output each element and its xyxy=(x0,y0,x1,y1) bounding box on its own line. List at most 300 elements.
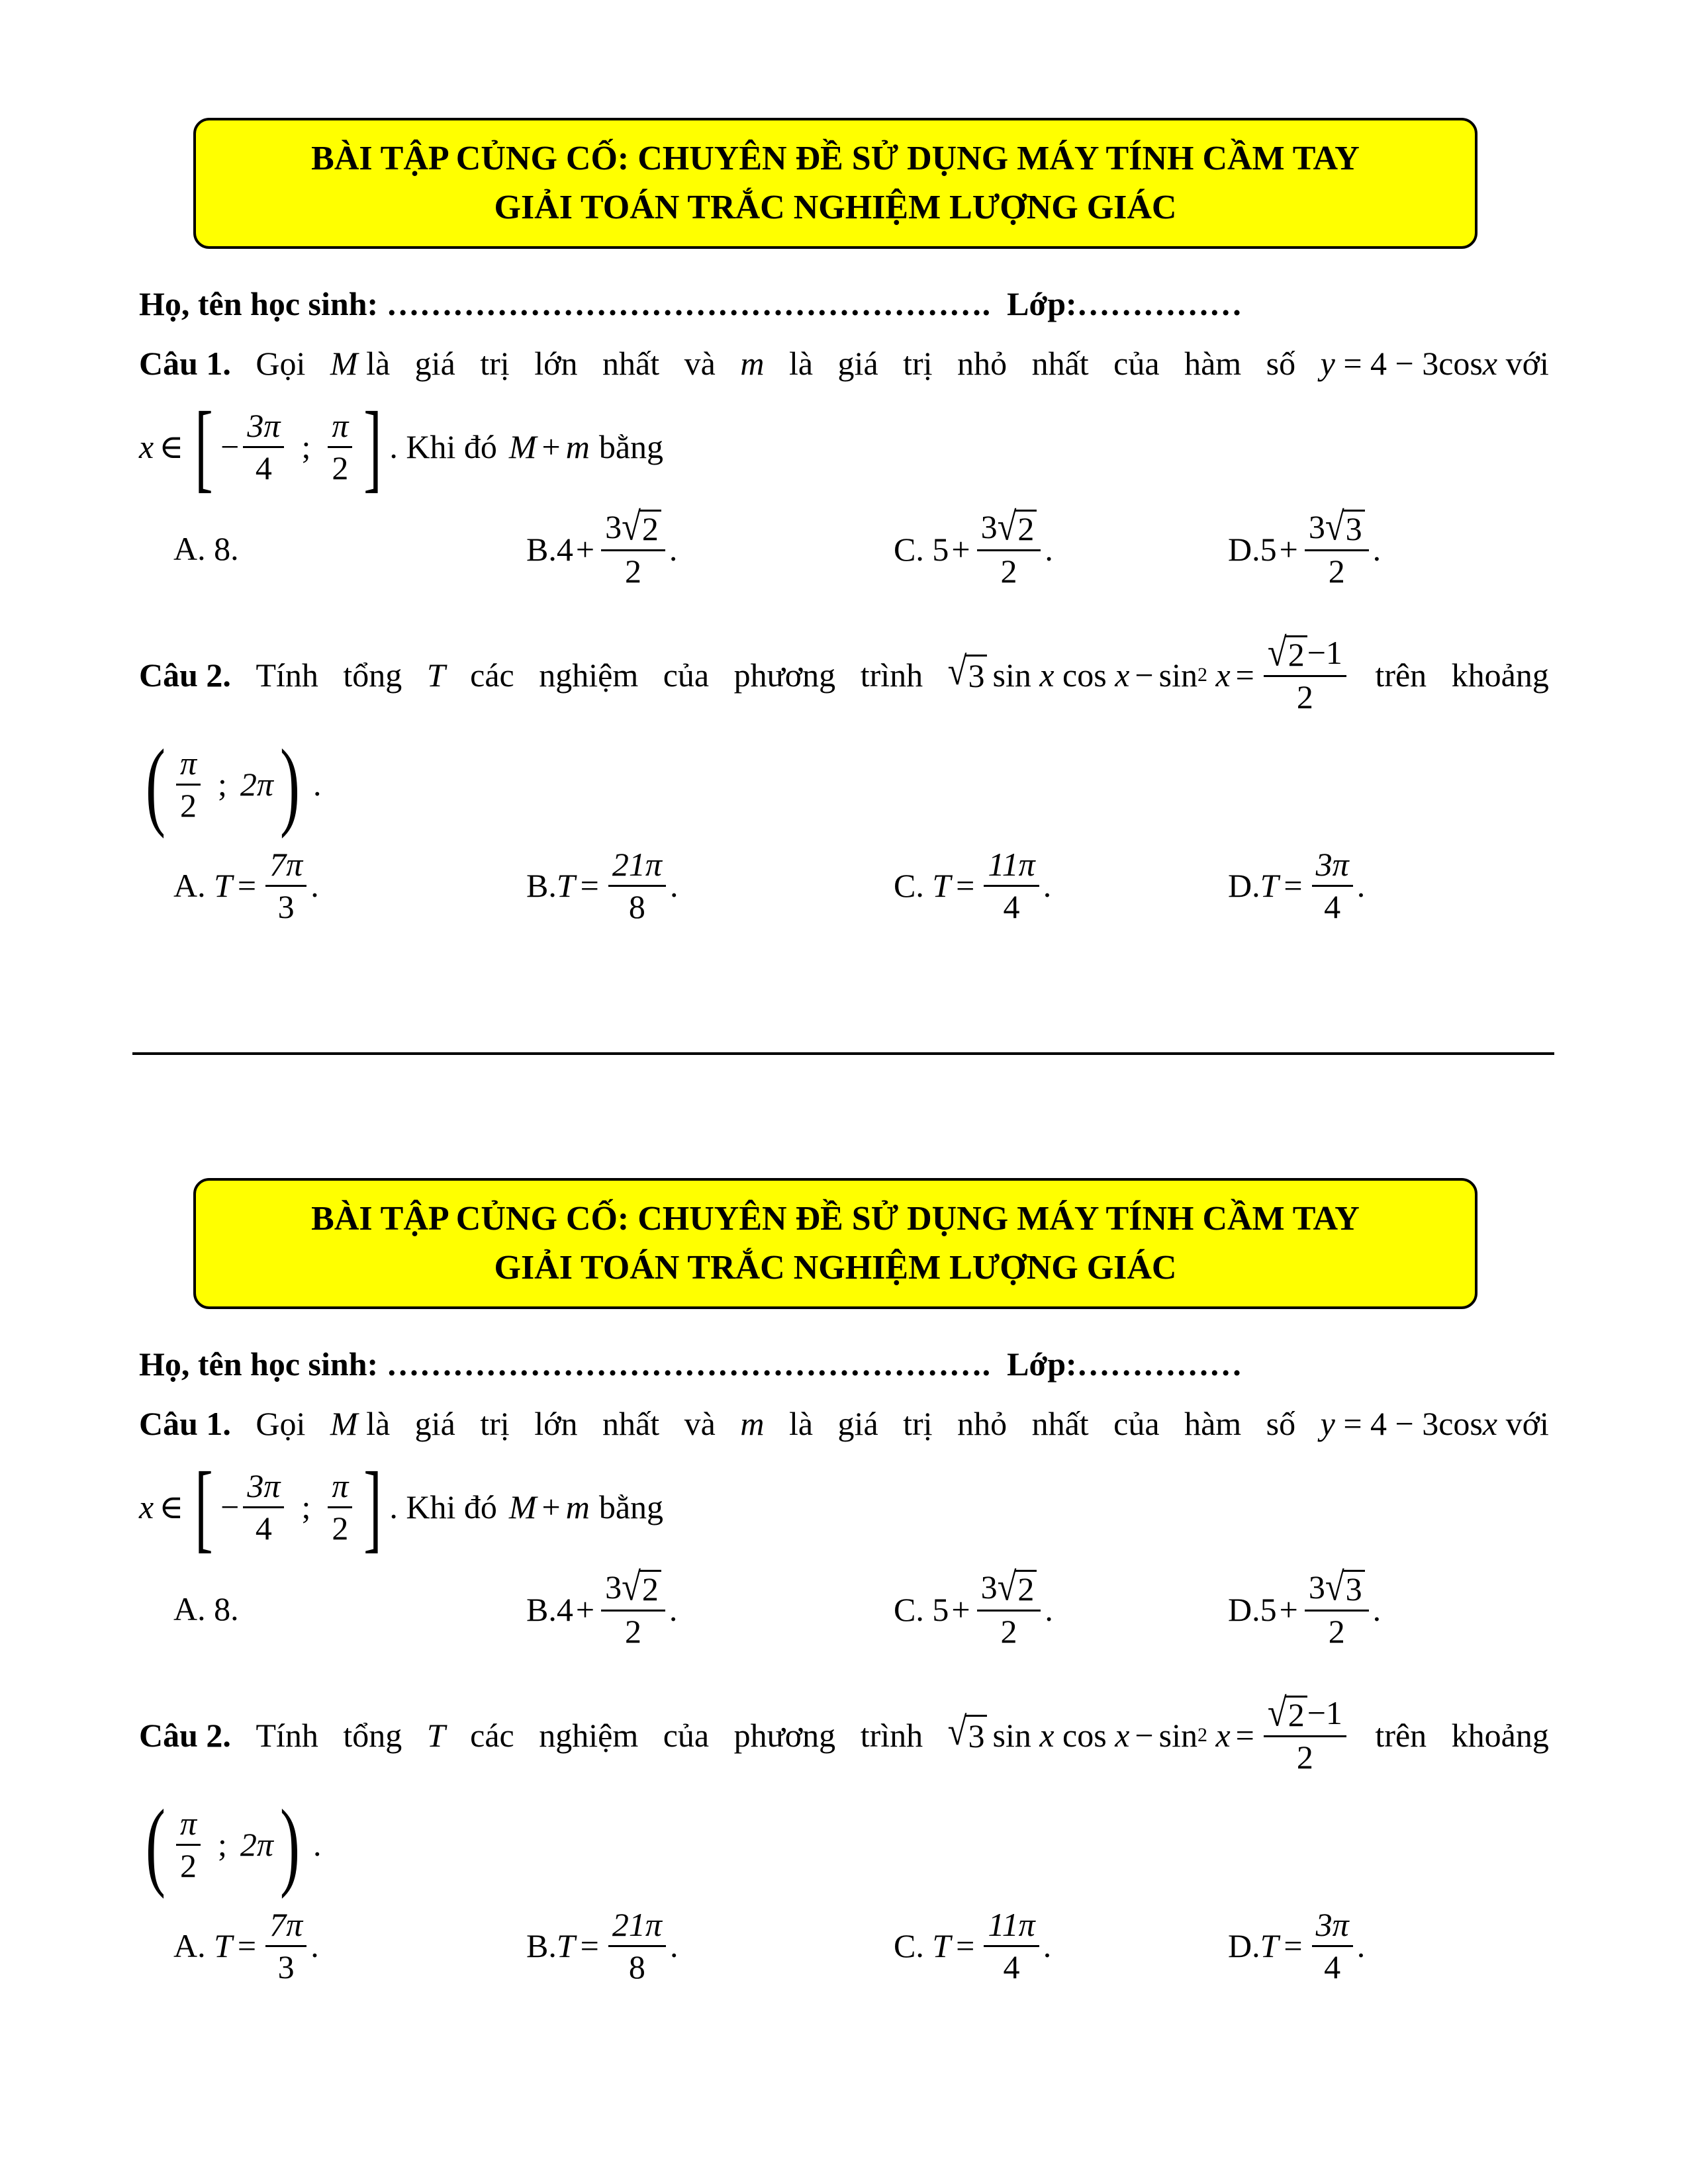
frac-den: 4 xyxy=(1324,1948,1341,1985)
frac-den: 2 xyxy=(1296,1738,1313,1776)
math-symbol: − xyxy=(1135,1716,1154,1754)
interval-fraction xyxy=(176,1806,201,1883)
q2-word: trên xyxy=(1375,656,1427,694)
q1-word: hàm xyxy=(1184,345,1242,382)
q1-var-M: M xyxy=(330,345,358,382)
q1-word: là xyxy=(788,345,814,382)
radicand: 2 xyxy=(639,1570,661,1607)
q2-word: nghiệm xyxy=(539,656,639,694)
name-dots: ………………………………………………. xyxy=(386,1345,991,1383)
q1-option-b xyxy=(526,1565,678,1650)
q2-word: các xyxy=(470,1716,514,1754)
math-expr: 2π xyxy=(240,1826,273,1863)
frac-den: 2 xyxy=(332,449,349,486)
radicand: 2 xyxy=(1015,1570,1037,1607)
q1-word: nhất xyxy=(1031,345,1089,382)
option-end: . xyxy=(1043,867,1052,904)
frac-num: 11π xyxy=(984,847,1039,887)
option-letter: C. xyxy=(894,1590,924,1628)
q1-word: trị xyxy=(480,1405,510,1442)
option-letter: C. xyxy=(894,867,924,904)
option-end: . xyxy=(310,867,319,904)
frac-den: 2 xyxy=(624,552,641,590)
option-fraction xyxy=(601,1565,665,1650)
math-fn: cos xyxy=(1062,656,1107,694)
right-paren-glyph: ) xyxy=(279,729,300,839)
q1-word: trị xyxy=(903,1405,933,1442)
q1-word: giá xyxy=(414,1405,455,1442)
sqrt-sign: √ 2 xyxy=(1268,635,1307,672)
sqrt-sign: √ 2 xyxy=(1268,1696,1307,1733)
option-letter: D. xyxy=(1228,1927,1260,1964)
q1-word: số xyxy=(1266,1405,1296,1442)
q1-word: với xyxy=(1505,345,1549,382)
q1-line-1 xyxy=(139,344,1549,383)
frac-den: 4 xyxy=(1003,887,1020,925)
math-symbol: = xyxy=(956,1927,975,1964)
coef: 3 xyxy=(980,1569,998,1606)
frac-num xyxy=(1305,1565,1369,1612)
q1-word: trị xyxy=(480,345,510,382)
math-fn: cos xyxy=(1062,1716,1107,1754)
math-symbol: = xyxy=(1235,656,1254,694)
frac-den: 2 xyxy=(332,1509,349,1547)
q2-option-c xyxy=(894,847,1051,924)
q2-word: các xyxy=(470,656,514,694)
interval-fraction xyxy=(176,746,201,823)
q1-word: hàm xyxy=(1184,1405,1242,1442)
math-symbol: + xyxy=(1279,1590,1298,1628)
math-var: T xyxy=(426,1716,445,1754)
q2-word: của xyxy=(663,656,710,694)
option-end: . xyxy=(1372,1590,1382,1628)
coef: 3 xyxy=(605,1569,622,1606)
math-fn: sin xyxy=(992,656,1031,694)
option-int: 4 xyxy=(556,1590,573,1628)
math-symbol: ; xyxy=(218,1826,227,1863)
frac-den: 2 xyxy=(1328,552,1345,590)
option-int: 5 xyxy=(1260,1590,1277,1628)
worksheet-copy-1 xyxy=(0,0,1688,993)
q1-word: là xyxy=(788,1405,814,1442)
q1-word: với xyxy=(1505,1405,1549,1442)
q1-text: . Khi đó xyxy=(389,428,497,465)
option-fraction xyxy=(601,504,665,590)
q2-option-a xyxy=(173,847,319,924)
math-symbol: ∈ xyxy=(159,1488,184,1525)
math-var: x xyxy=(1215,1716,1231,1754)
q1-text: bằng xyxy=(598,1488,664,1525)
math-var: M xyxy=(508,428,537,465)
option-fraction xyxy=(1312,847,1353,924)
q1-option-d xyxy=(1228,1565,1382,1650)
option-letter: D. xyxy=(1228,1590,1260,1628)
q1-word: Gọi xyxy=(256,345,306,382)
q1-line-2 xyxy=(139,1452,1549,1562)
q2-word: khoảng xyxy=(1451,1716,1549,1754)
math-var: T xyxy=(556,867,575,904)
q2-word: trình xyxy=(860,656,923,694)
option-letter: A. xyxy=(173,1590,206,1627)
option-letter: D. xyxy=(1228,530,1260,568)
option-end: . xyxy=(1045,530,1053,568)
frac-num: 3π xyxy=(243,1469,284,1508)
name-label: Họ, tên học sinh: xyxy=(139,1345,379,1383)
radicand: 2 xyxy=(1286,635,1307,672)
q1-word: của xyxy=(1113,345,1160,382)
radicand: 2 xyxy=(1015,510,1037,547)
sqrt-sign: √ 3 xyxy=(948,1715,988,1755)
q1-word: số xyxy=(1266,345,1296,382)
math-var: y xyxy=(1320,345,1335,382)
name-label: Họ, tên học sinh: xyxy=(139,285,379,322)
option-letter: B. xyxy=(526,867,557,904)
name-dots: ………………………………………………. xyxy=(386,285,991,322)
frac-num: 11π xyxy=(984,1907,1039,1947)
option-int: 4 xyxy=(556,530,573,568)
q2-option-b xyxy=(526,847,678,924)
class-label: Lớp: xyxy=(1007,1345,1077,1383)
math-var: T xyxy=(932,867,951,904)
title-line-2: GIẢI TOÁN TRẮC NGHIỆM LƯỢNG GIÁC xyxy=(494,189,1177,226)
radicand: 2 xyxy=(1286,1696,1307,1733)
math-expr: −1 xyxy=(1307,1694,1342,1731)
left-bracket-glyph: [ xyxy=(195,1452,213,1562)
q1-option-c xyxy=(894,1565,1053,1650)
frac-den: 2 xyxy=(1328,1612,1345,1650)
frac-num xyxy=(977,504,1041,551)
rhs-fraction xyxy=(1264,1690,1346,1776)
option-end: . xyxy=(310,1927,319,1964)
math-symbol: = xyxy=(956,867,975,904)
math-symbol: ; xyxy=(218,766,227,803)
frac-num xyxy=(1305,504,1369,551)
q1-word: giá xyxy=(837,1405,878,1442)
q2-word: trình xyxy=(860,1716,923,1754)
q2-word: trên xyxy=(1375,1716,1427,1754)
option-fraction xyxy=(608,1907,666,1984)
right-bracket-glyph: ] xyxy=(363,392,383,502)
math-symbol: = xyxy=(1235,1716,1254,1754)
q2-word: Tính xyxy=(256,1716,318,1754)
radicand: 3 xyxy=(965,1715,987,1755)
q1-var-M: M xyxy=(330,1405,358,1442)
option-letter: B. xyxy=(526,1927,557,1964)
q1-word: và xyxy=(684,345,716,382)
q2-word: phương xyxy=(733,656,836,694)
math-var: T xyxy=(426,656,445,694)
q1-option-a xyxy=(173,1590,239,1628)
option-value: 8. xyxy=(214,530,239,567)
q1-word: nhất xyxy=(602,345,660,382)
option-end: . xyxy=(669,867,679,904)
q1-word: là xyxy=(366,1405,391,1442)
q2-equation xyxy=(947,1690,1350,1776)
q2-label: Câu 2. xyxy=(139,656,231,694)
lower-bound-fraction xyxy=(243,1469,284,1545)
math-var: T xyxy=(214,867,232,904)
q1-word: giá xyxy=(414,345,455,382)
radicand: 3 xyxy=(1343,1570,1365,1607)
option-fraction xyxy=(265,1907,306,1984)
option-letter: A. xyxy=(173,530,206,567)
sqrt-sign: √ 3 xyxy=(948,655,988,695)
q1-text: bằng xyxy=(598,428,664,465)
q2-line-1 xyxy=(139,1690,1549,1776)
q2-option-c xyxy=(894,1907,1051,1984)
q1-word: lớn xyxy=(534,1405,578,1442)
option-end: . xyxy=(669,530,678,568)
option-letter: B. xyxy=(526,530,557,568)
frac-den: 3 xyxy=(277,1948,295,1985)
option-end: . xyxy=(1372,530,1382,568)
math-symbol: + xyxy=(575,530,595,568)
option-letter: C. xyxy=(894,530,924,568)
frac-num: π xyxy=(328,408,352,448)
option-letter: C. xyxy=(894,1927,924,1964)
q2-line-2 xyxy=(139,729,1549,839)
right-bracket-glyph: ] xyxy=(363,1452,383,1562)
frac-num: 7π xyxy=(265,847,306,887)
rhs-fraction xyxy=(1264,630,1346,715)
q1-option-a xyxy=(173,529,239,568)
q2-label: Câu 2. xyxy=(139,1716,231,1754)
frac-num: 3π xyxy=(243,408,284,448)
math-var: m xyxy=(565,428,590,465)
q1-label: Câu 1. xyxy=(139,345,231,382)
q2-option-b xyxy=(526,1907,678,1984)
q1-word: Gọi xyxy=(256,1405,306,1442)
math-symbol: + xyxy=(541,428,561,465)
class-dots: …………… xyxy=(1076,285,1243,322)
math-var: T xyxy=(932,1927,951,1964)
upper-bound-fraction xyxy=(328,408,352,485)
option-value: 8. xyxy=(214,1590,239,1627)
math-fn: sin xyxy=(1158,1716,1197,1754)
math-symbol: − xyxy=(220,1488,240,1525)
frac-den: 4 xyxy=(1003,1948,1020,1985)
math-symbol: − xyxy=(1135,656,1154,694)
q1-option-b xyxy=(526,504,678,590)
frac-den: 2 xyxy=(1000,552,1017,590)
q1-word: nhỏ xyxy=(957,345,1008,382)
option-letter: D. xyxy=(1228,867,1260,904)
frac-den: 2 xyxy=(1296,678,1313,715)
q1-word: lớn xyxy=(534,345,578,382)
math-var: y xyxy=(1320,1405,1335,1442)
coef: 3 xyxy=(605,508,622,545)
q2-text: . xyxy=(312,766,322,803)
option-end: . xyxy=(669,1927,679,1964)
math-var: x xyxy=(139,428,154,465)
math-var: T xyxy=(1260,1927,1279,1964)
q2-word: tổng xyxy=(343,1716,402,1754)
math-symbol: + xyxy=(951,530,970,568)
math-var: x xyxy=(1482,1405,1498,1442)
worksheet-copy-2 xyxy=(0,1060,1688,2053)
sqrt-sign: √ 2 xyxy=(998,1570,1037,1607)
q1-option-c xyxy=(894,504,1053,590)
q1-text: . Khi đó xyxy=(389,1488,497,1525)
option-fraction xyxy=(1305,504,1369,590)
math-fn: sin xyxy=(1158,656,1197,694)
frac-num: 3π xyxy=(1312,1907,1353,1947)
math-var: x xyxy=(139,1488,154,1525)
q1-function xyxy=(1321,1404,1549,1443)
option-end: . xyxy=(1045,1590,1053,1628)
right-paren-glyph: ) xyxy=(279,1790,300,1899)
frac-den: 2 xyxy=(624,1612,641,1650)
math-var: x xyxy=(1115,656,1130,694)
math-expr: = 4 − 3cos xyxy=(1343,1405,1483,1442)
q1-label: Câu 1. xyxy=(139,1405,231,1442)
frac-num: π xyxy=(176,746,201,786)
title-line-2: GIẢI TOÁN TRẮC NGHIỆM LƯỢNG GIÁC xyxy=(494,1249,1177,1287)
q1-word: của xyxy=(1113,1405,1160,1442)
q2-line-1 xyxy=(139,630,1549,715)
math-symbol: + xyxy=(541,1488,561,1525)
title-banner xyxy=(193,118,1477,249)
math-symbol: + xyxy=(575,1590,595,1628)
q2-word: Tính xyxy=(256,656,318,694)
q2-word: phương xyxy=(733,1716,836,1754)
left-paren-glyph: ( xyxy=(145,1790,165,1899)
radicand: 3 xyxy=(1343,510,1365,547)
math-symbol: ; xyxy=(301,1488,311,1525)
option-fraction xyxy=(1305,1565,1369,1650)
q1-function xyxy=(1321,344,1549,383)
frac-num: 21π xyxy=(608,847,666,887)
q2-word: nghiệm xyxy=(539,1716,639,1754)
q2-equation xyxy=(947,630,1350,715)
option-int: 5 xyxy=(932,1590,949,1628)
frac-den: 8 xyxy=(628,1948,645,1985)
frac-num xyxy=(601,1565,665,1612)
sqrt-sign: √ 2 xyxy=(622,510,661,547)
q1-word: và xyxy=(684,1405,716,1442)
math-var: x xyxy=(1215,656,1231,694)
left-paren-glyph: ( xyxy=(145,729,165,839)
cut-line-divider xyxy=(132,1052,1554,1055)
math-var: x xyxy=(1115,1716,1130,1754)
option-fraction xyxy=(977,504,1041,590)
sqrt-sign: √ 2 xyxy=(622,1570,661,1607)
math-symbol: = xyxy=(580,867,599,904)
math-var: M xyxy=(508,1488,537,1525)
math-symbol: = xyxy=(237,1927,257,1964)
q2-word: của xyxy=(663,1716,710,1754)
option-end: . xyxy=(1356,867,1366,904)
title-line-1: BÀI TẬP CỦNG CỐ: CHUYÊN ĐỀ SỬ DỤNG MÁY TÍNH CẦM TAY xyxy=(311,1200,1360,1238)
frac-num xyxy=(1264,630,1346,677)
option-end: . xyxy=(1043,1927,1052,1964)
math-symbol: = xyxy=(237,867,257,904)
q2-option-a xyxy=(173,1907,319,1984)
frac-num: π xyxy=(176,1806,201,1846)
exponent: 2 xyxy=(1197,663,1207,686)
option-fraction xyxy=(984,847,1039,924)
q2-option-d xyxy=(1228,1907,1365,1984)
frac-num: 3π xyxy=(1312,847,1353,887)
coef: 3 xyxy=(1308,508,1325,545)
option-letter: A. xyxy=(173,1927,206,1964)
math-symbol: + xyxy=(951,1590,970,1628)
q2-text: . xyxy=(312,1826,322,1863)
option-end: . xyxy=(669,1590,678,1628)
option-fraction xyxy=(265,847,306,924)
q1-var-m: m xyxy=(740,1405,765,1442)
math-var: x xyxy=(1482,345,1498,382)
frac-den: 8 xyxy=(628,887,645,925)
option-int: 5 xyxy=(932,530,949,568)
frac-num: π xyxy=(328,1469,352,1508)
class-dots: …………… xyxy=(1076,1345,1243,1383)
coef: 3 xyxy=(980,508,998,545)
q2-line-2 xyxy=(139,1790,1549,1899)
frac-den: 2 xyxy=(1000,1612,1017,1650)
math-symbol: ∈ xyxy=(159,428,184,465)
math-var: T xyxy=(214,1927,232,1964)
exponent: 2 xyxy=(1197,1723,1207,1746)
frac-den: 4 xyxy=(1324,887,1341,925)
frac-den: 3 xyxy=(277,887,295,925)
q1-word: giá xyxy=(837,345,878,382)
q2-option-d xyxy=(1228,847,1365,924)
title-banner xyxy=(193,1178,1477,1309)
lower-bound-fraction xyxy=(243,408,284,485)
option-letter: A. xyxy=(173,867,206,904)
math-var: m xyxy=(565,1488,590,1525)
math-symbol: − xyxy=(220,428,240,465)
q1-word: trị xyxy=(903,345,933,382)
math-fn: sin xyxy=(992,1716,1031,1754)
q1-line-2 xyxy=(139,392,1549,502)
radicand: 2 xyxy=(639,510,661,547)
math-var: x xyxy=(1039,1716,1055,1754)
q1-option-d xyxy=(1228,504,1382,590)
option-fraction xyxy=(977,1565,1041,1650)
math-symbol: = xyxy=(1284,1927,1303,1964)
title-line-1: BÀI TẬP CỦNG CỐ: CHUYÊN ĐỀ SỬ DỤNG MÁY TÍNH CẦM TAY xyxy=(311,140,1360,177)
sqrt-sign: √ 3 xyxy=(1325,1570,1365,1607)
q1-word: nhất xyxy=(602,1405,660,1442)
q1-word: nhất xyxy=(1031,1405,1089,1442)
q1-var-m: m xyxy=(740,345,765,382)
frac-den: 4 xyxy=(255,449,272,486)
frac-num xyxy=(977,1565,1041,1612)
math-expr: = 4 − 3cos xyxy=(1343,345,1483,382)
radicand: 3 xyxy=(965,655,987,695)
option-fraction xyxy=(608,847,666,924)
class-label: Lớp: xyxy=(1007,285,1077,322)
student-info-line xyxy=(139,1345,1549,1383)
option-fraction xyxy=(1312,1907,1353,1984)
math-symbol: + xyxy=(1279,530,1298,568)
coef: 3 xyxy=(1308,1569,1325,1606)
upper-bound-fraction xyxy=(328,1469,352,1545)
q2-word: khoảng xyxy=(1451,656,1549,694)
sqrt-sign: √ 2 xyxy=(998,510,1037,547)
frac-num xyxy=(1264,1690,1346,1737)
frac-num xyxy=(601,504,665,551)
option-letter: B. xyxy=(526,1590,557,1628)
math-symbol: = xyxy=(580,1927,599,1964)
frac-den: 2 xyxy=(179,1846,197,1884)
math-symbol: ; xyxy=(301,428,311,465)
frac-den: 4 xyxy=(255,1509,272,1547)
student-info-line xyxy=(139,285,1549,323)
math-expr: −1 xyxy=(1307,634,1342,671)
